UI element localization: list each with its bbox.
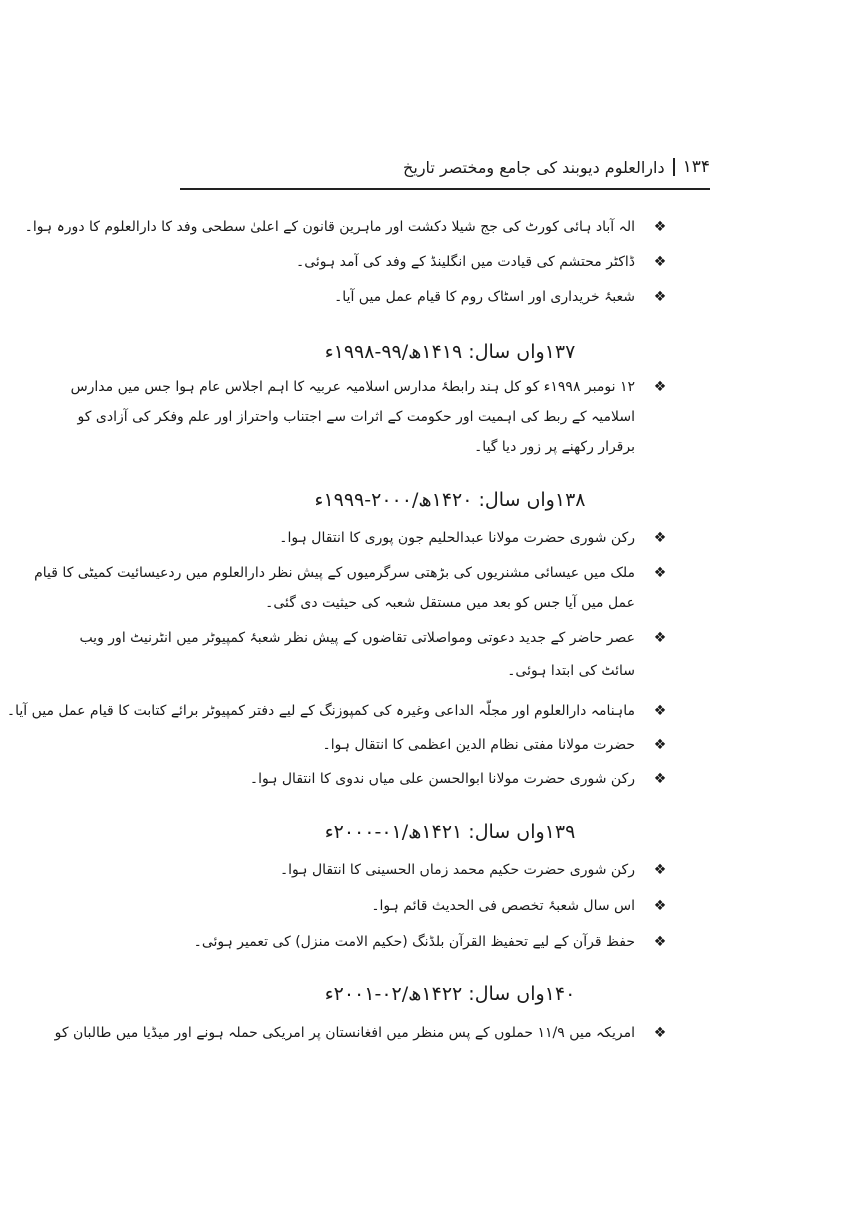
bullet-icon: ❖ xyxy=(653,289,667,305)
section-heading-140: ۱۴۰واں سال: ۱۴۲۲ھ/۰۲-۲۰۰۱ء xyxy=(324,983,576,1005)
bullet-icon: ❖ xyxy=(653,254,667,270)
list-item-line: رکن شوری حضرت مولانا ابوالحسن علی میاں ندوی کا انتقال ہوا۔ xyxy=(249,771,635,787)
list-item-line: رکن شوری حضرت مولانا عبدالحلیم جون پوری کا انتقال ہوا۔ xyxy=(279,530,635,546)
list-item-line: اس سال شعبۂ تخصص فی الحدیث قائم ہوا۔ xyxy=(371,898,635,914)
list-item-line: ڈاکٹر محتشم کی قیادت میں انگلینڈ کے وفد کی آمد ہوئی۔ xyxy=(295,254,635,270)
header-separator xyxy=(673,158,675,176)
bullet-icon: ❖ xyxy=(653,530,667,546)
section-heading-137: ۱۳۷واں سال: ۱۴۱۹ھ/۹۹-۱۹۹۸ء xyxy=(324,341,576,363)
bullet-icon: ❖ xyxy=(653,862,667,878)
section-heading-138: ۱۳۸واں سال: ۱۴۲۰ھ/۲۰۰۰-۱۹۹۹ء xyxy=(314,489,586,511)
page-number: ۱۳۴ xyxy=(682,157,710,177)
list-item-line: ۱۲ نومبر ۱۹۹۸ء کو کل ہند رابطۂ مدارس اسلامیہ عربیہ کا اہم اجلاس عام ہوا جس میں مدارس xyxy=(70,379,635,395)
list-item-line: امریکہ میں ۱۱/۹ حملوں کے پس منظر میں افغانستان پر امریکی حملہ ہونے اور میڈیا میں طالبان کو xyxy=(54,1025,635,1041)
section-heading-139: ۱۳۹واں سال: ۱۴۲۱ھ/۰۱-۲۰۰۰ء xyxy=(324,821,576,843)
bullet-icon: ❖ xyxy=(653,630,667,646)
list-item-line: ملک میں عیسائی مشنریوں کی بڑھتی سرگرمیوں کے پیش نظر دارالعلوم میں ردعیسائیت کمیٹی کا قیام xyxy=(34,565,635,581)
running-header xyxy=(180,150,710,184)
bullet-icon: ❖ xyxy=(653,771,667,787)
bullet-icon: ❖ xyxy=(653,737,667,753)
list-item-line: الہ آباد ہائی کورٹ کی جج شیلا دکشت اور ماہرین قانون کے اعلیٰ سطحی وفد کا دارالعلوم کا دورہ ہوا۔ xyxy=(24,219,635,235)
list-item-line: عمل میں آیا جس کو بعد میں مستقل شعبہ کی حیثیت دی گئی۔ xyxy=(265,595,635,611)
bullet-icon: ❖ xyxy=(653,934,667,950)
bullet-icon: ❖ xyxy=(653,703,667,719)
bullet-icon: ❖ xyxy=(653,379,667,395)
list-item-line: برقرار رکھنے پر زور دیا گیا۔ xyxy=(474,439,635,455)
header-rule xyxy=(180,188,710,190)
bullet-icon: ❖ xyxy=(653,1025,667,1041)
list-item-line: حفظ قرآن کے لیے تحفیظ القرآن بلڈنگ (حکیم الامت منزل) کی تعمیر ہوئی۔ xyxy=(193,934,635,950)
bullet-icon: ❖ xyxy=(653,219,667,235)
list-item-line: ماہنامہ دارالعلوم اور مجلّہ الداعی وغیرہ کی کمپوزنگ کے لیے دفتر کمپیوٹر برائے کتابت کا قیام عمل میں آیا۔ xyxy=(6,703,635,719)
list-item-line: رکن شوری حضرت حکیم محمد زماں الحسینی کا انتقال ہوا۔ xyxy=(279,862,635,878)
book-title: دارالعلوم دیوبند کی جامع ومختصر تاریخ xyxy=(403,157,665,177)
list-item-line: سائٹ کی ابتدا ہوئی۔ xyxy=(507,663,635,679)
list-item-line: عصر حاضر کے جدید دعوتی ومواصلاتی تقاضوں کے پیش نظر شعبۂ کمپیوٹر میں انٹرنیٹ اور ویب xyxy=(79,630,635,646)
bullet-icon: ❖ xyxy=(653,565,667,581)
list-item-line: اسلامیہ کے ربط کی اہمیت اور حکومت کے اثرات سے اجتناب واحتراز اور علم وفکر کی آزادی کو xyxy=(77,409,635,425)
list-item-line: حضرت مولانا مفتی نظام الدین اعظمی کا انتقال ہوا۔ xyxy=(322,737,635,753)
bullet-icon: ❖ xyxy=(653,898,667,914)
list-item-line: شعبۂ خریداری اور اسٹاک روم کا قیام عمل میں آیا۔ xyxy=(334,289,635,305)
